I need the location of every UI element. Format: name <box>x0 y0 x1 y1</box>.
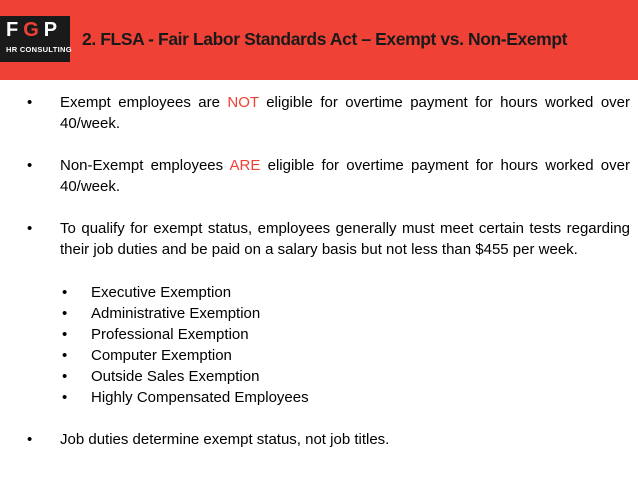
sub-bullet-marker: • <box>62 389 68 406</box>
slide-title: 2. FLSA - Fair Labor Standards Act – Exempt vs. Non-Exempt <box>82 29 568 49</box>
sub-bullet-marker: • <box>62 326 68 343</box>
bullet-marker: • <box>27 94 33 111</box>
bullet-text-part: eligible for overtime payment for hours worked over 40/week. <box>60 157 630 195</box>
exemption-item: Professional Exemption <box>91 326 249 343</box>
sub-bullet-marker: • <box>62 284 68 301</box>
logo-letter-p: P <box>43 19 63 41</box>
exemption-item: Highly Compensated Employees <box>91 389 309 406</box>
bullet-marker: • <box>27 220 33 237</box>
bullet-text-part: eligible for overtime payment for hours worked over 40/week. <box>60 94 630 132</box>
sub-bullet-marker: • <box>62 305 68 322</box>
logo-tagline: HR CONSULTING <box>6 45 72 54</box>
highlight-are: ARE <box>229 157 261 174</box>
sub-bullet-marker: • <box>62 368 68 385</box>
bullet-text-qualify: To qualify for exempt status, employees generally must meet certain tests regarding their job duties and be paid on a salary basis but not less than $455 per week. <box>60 220 630 258</box>
bullet-text-part: Non-Exempt employees <box>60 157 230 174</box>
bullet-marker: • <box>27 431 33 448</box>
sub-bullet-marker: • <box>62 347 68 364</box>
logo-letter-g: G <box>23 19 44 41</box>
logo-letter-f: F <box>6 19 24 41</box>
bullet-text-are-eligible <box>60 155 630 197</box>
bullet-text-job-duties: Job duties determine exempt status, not job titles. <box>60 431 390 448</box>
bullet-marker: • <box>27 157 33 174</box>
exemption-item: Administrative Exemption <box>91 305 261 322</box>
exemption-item: Executive Exemption <box>91 284 232 301</box>
slide-header <box>0 0 638 80</box>
bullet-text-not-eligible <box>60 92 630 134</box>
fgp-logo <box>0 16 70 62</box>
exemption-item: Outside Sales Exemption <box>91 368 260 385</box>
logo-letters <box>6 18 62 42</box>
bullet-text-part: Exempt employees are <box>60 94 228 111</box>
highlight-not: NOT <box>227 94 259 111</box>
exemption-item: Computer Exemption <box>91 347 232 364</box>
